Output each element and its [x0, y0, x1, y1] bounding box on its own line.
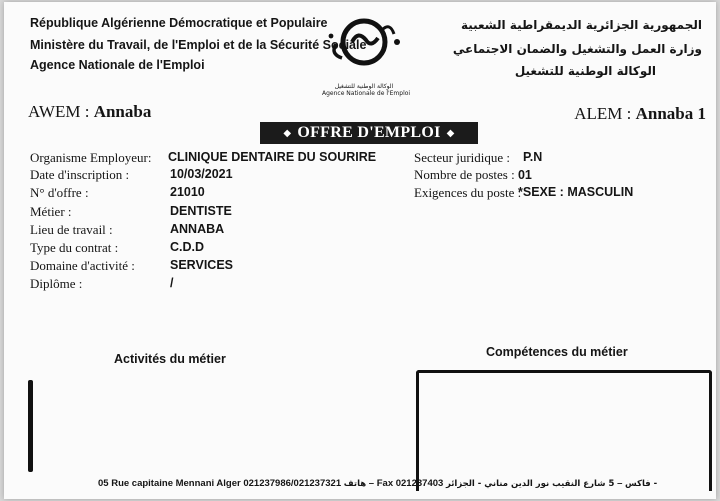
requirements-value: *SEXE : MASCULIN	[518, 185, 634, 199]
header-ar-line1: الجمهورية الجزائرية الديمقراطية الشعبية	[460, 18, 702, 32]
bullet-right-icon: ◆	[446, 127, 455, 139]
footer-fax: Fax 021237403	[376, 478, 444, 489]
logo-caption-fr: Agence Nationale de l'Emploi	[322, 90, 411, 97]
header-fr-line3: Agence Nationale de l'Emploi	[30, 58, 205, 72]
document-title	[260, 122, 478, 144]
posts-line	[414, 167, 532, 183]
awem-line	[28, 102, 151, 122]
date-value: 10/03/2021	[170, 167, 233, 181]
anem-logo-icon	[322, 16, 406, 76]
awem-value: Annaba	[93, 102, 152, 121]
contract-value: C.D.D	[170, 240, 205, 254]
posts-value: 01	[517, 168, 532, 182]
job-offer-document	[4, 2, 716, 499]
contract-label: Type du contrat :	[30, 240, 119, 255]
domain-value: SERVICES	[170, 258, 233, 272]
footer-phones: 021237986/021237321	[243, 478, 342, 489]
anem-logo	[322, 16, 411, 100]
footer-address-ar: 5 شارع النقيب نور الدين مناني - الجزائر -	[445, 479, 658, 489]
diploma-label: Diplôme :	[30, 276, 83, 291]
sector-value: P.N	[523, 150, 543, 164]
activities-title: Activités du métier	[114, 352, 226, 366]
alem-value: Annaba 1	[635, 104, 706, 123]
offer-number-value: 21010	[170, 185, 205, 199]
offer-number-label: N° d'offre :	[30, 185, 89, 200]
footer-address: 05 Rue capitaine Mennani Alger	[98, 478, 241, 489]
alem-line	[574, 104, 706, 124]
awem-label: AWEM :	[28, 102, 94, 121]
sector-label: Secteur juridique :	[414, 150, 511, 165]
domain-label: Domaine d'activité :	[30, 258, 135, 273]
bullet-left-icon: ◆	[283, 127, 292, 139]
workplace-value: ANNABA	[170, 222, 225, 236]
competences-box	[416, 370, 712, 491]
alem-label: ALEM :	[574, 104, 636, 123]
header-fr-line2: Ministère du Travail, de l'Emploi et de la Sécurité Sociale	[30, 38, 367, 52]
workplace-label: Lieu de travail :	[30, 222, 113, 237]
job-label: Métier :	[30, 204, 72, 219]
posts-label: Nombre de postes :	[414, 167, 518, 182]
footer-phone-ar: هاتف	[343, 479, 367, 489]
job-value: DENTISTE	[170, 204, 232, 218]
footer-fax-ar: فاكس	[625, 479, 651, 489]
competences-title: Compétences du métier	[486, 345, 628, 359]
logo-caption-ar: الوكالة الوطنية للتشغيل	[334, 83, 394, 90]
diploma-value: /	[170, 276, 174, 290]
activities-box-border	[28, 380, 33, 472]
footer-line: 05 Rue capitaine Mennani Alger 021237986/021237321 هاتف – Fax 021237403 فاكس – 5 شارع النقيب نور الدين مناني - الجزائر -	[98, 478, 658, 489]
date-label: Date d'inscription :	[30, 167, 130, 182]
employer-value: CLINIQUE DENTAIRE DU SOURIRE	[168, 150, 377, 164]
document-title-text: OFFRE D'EMPLOI	[297, 124, 441, 141]
header-ar-line2: وزارة العمل والتشغيل والضمان الاجتماعي	[452, 42, 702, 56]
requirements-label: Exigences du poste :	[414, 185, 522, 200]
header-fr-line1: République Algérienne Démocratique et Populaire	[30, 16, 328, 30]
employer-label: Organisme Employeur:	[30, 150, 152, 165]
header-ar-line3: الوكالة الوطنية للتشغيل	[514, 64, 656, 78]
